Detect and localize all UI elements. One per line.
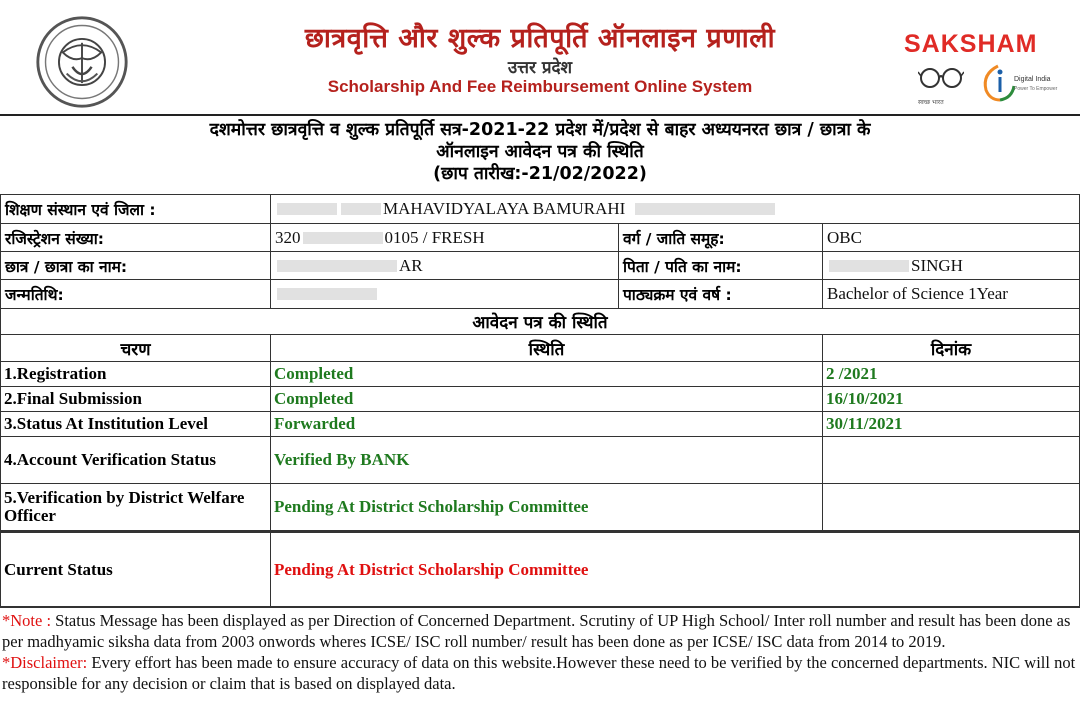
institution-value: MAHAVIDYALAYA BAMURAHI bbox=[383, 199, 626, 218]
redacted-text bbox=[277, 203, 337, 215]
registration-label: रजिस्ट्रेशन संख्या: bbox=[1, 224, 271, 252]
father-name-cell bbox=[823, 252, 1080, 280]
course-label: पाठ्यक्रम एवं वर्ष : bbox=[619, 280, 823, 309]
category-value: OBC bbox=[823, 224, 1080, 252]
registration-value-cell bbox=[271, 224, 619, 252]
current-status-label: Current Status bbox=[1, 531, 271, 607]
site-header bbox=[0, 0, 1080, 116]
status-district-welfare-verification: Pending At District Scholarship Committee bbox=[271, 484, 823, 531]
up-government-seal-icon bbox=[34, 14, 130, 110]
father-name-value: SINGH bbox=[911, 255, 963, 275]
disclaimer-text: Every effort has been made to ensure accuracy of data on this website.However these need to be verified by the concerned departments. NIC will not responsible for any decision or claim that is based on displayed data. bbox=[2, 653, 1076, 693]
title-line-2: ऑनलाइन आवेदन पत्र की स्थिति bbox=[436, 142, 644, 162]
status-section-title: आवेदन पत्र की स्थिति bbox=[1, 309, 1080, 335]
dob-value-cell bbox=[271, 280, 619, 309]
note-label: *Note : bbox=[2, 611, 52, 630]
portal-hindi-title: छात्रवृत्ति और शुल्क प्रतिपूर्ति ऑनलाइन प्रणाली bbox=[304, 23, 776, 54]
father-name-label: पिता / पति का नाम: bbox=[619, 252, 823, 280]
saksham-logo: SAKSHAM bbox=[904, 30, 1038, 58]
status-account-verification: Verified By BANK bbox=[271, 437, 823, 484]
date-district-welfare-verification bbox=[823, 484, 1080, 531]
redacted-text bbox=[277, 260, 397, 272]
application-status-title bbox=[0, 118, 1080, 192]
stage-registration: 1.Registration bbox=[1, 362, 271, 387]
redacted-text bbox=[277, 288, 377, 300]
redacted-text bbox=[303, 232, 383, 244]
title-line-1: दशमोत्तर छात्रवृत्ति व शुल्क प्रतिपूर्ति सत्र-2021-22 प्रदेश में/प्रदेश से बाहर अध्ययनरत छात्र / छात्रा के bbox=[209, 120, 871, 140]
institution-label: शिक्षण संस्थान एवं जिला : bbox=[1, 195, 271, 224]
portal-english-title: Scholarship And Fee Reimbursement Online System bbox=[327, 77, 753, 96]
stage-final-submission: 2.Final Submission bbox=[1, 387, 271, 412]
stage-column-header: चरण bbox=[1, 335, 271, 362]
stage-institution-level: 3.Status At Institution Level bbox=[1, 412, 271, 437]
application-details-table bbox=[0, 194, 1080, 608]
state-name: उत्तर प्रदेश bbox=[507, 58, 573, 78]
date-final-submission: 16/10/2021 bbox=[823, 387, 1080, 412]
stage-account-verification: 4.Account Verification Status bbox=[1, 437, 271, 484]
student-name-cell bbox=[271, 252, 619, 280]
status-column-header: स्थिति bbox=[271, 335, 823, 362]
note-text: Status Message has been displayed as per Direction of Concerned Department. Scrutiny of UP High School/ Inter roll number and result has been done as per madhyamic siksha data from 2003 onwords wheres ICSE/ ISC roll number/ result has been done as per ICSE/ ISC data from 2014 to 2019. bbox=[2, 611, 1071, 651]
status-final-submission: Completed bbox=[271, 387, 823, 412]
date-registration: 2 /2021 bbox=[823, 362, 1080, 387]
registration-suffix: 0105 / FRESH bbox=[384, 227, 485, 247]
stage-district-welfare-verification: 5.Verification by District Welfare Officer bbox=[1, 484, 271, 531]
swachh-bharat-caption: स्वच्छ भारत bbox=[918, 99, 944, 106]
status-registration: Completed bbox=[271, 362, 823, 387]
institution-value-cell bbox=[271, 195, 1080, 224]
redacted-text bbox=[341, 203, 381, 215]
date-institution-level: 30/11/2021 bbox=[823, 412, 1080, 437]
disclaimer-label: *Disclaimer: bbox=[2, 653, 88, 672]
date-column-header: दिनांक bbox=[823, 335, 1080, 362]
note-section bbox=[2, 610, 1078, 694]
digital-india-subtitle: Power To Empower bbox=[1014, 86, 1058, 92]
swachh-bharat-glasses-icon bbox=[918, 62, 964, 96]
category-label: वर्ग / जाति समूह: bbox=[619, 224, 823, 252]
student-name-label: छात्र / छात्रा का नाम: bbox=[1, 252, 271, 280]
student-name-value: AR bbox=[399, 255, 423, 275]
course-value: Bachelor of Science 1Year bbox=[823, 280, 1080, 309]
current-status-value: Pending At District Scholarship Committee bbox=[271, 531, 1080, 607]
date-account-verification bbox=[823, 437, 1080, 484]
redacted-text bbox=[635, 203, 775, 215]
print-date: (छाप तारीख:-21/02/2022) bbox=[433, 164, 647, 184]
redacted-text bbox=[829, 260, 909, 272]
dob-label: जन्मतिथि: bbox=[1, 280, 271, 309]
status-institution-level: Forwarded bbox=[271, 412, 823, 437]
digital-india-label: Digital India bbox=[1014, 76, 1051, 83]
registration-prefix: 320 bbox=[275, 227, 301, 247]
